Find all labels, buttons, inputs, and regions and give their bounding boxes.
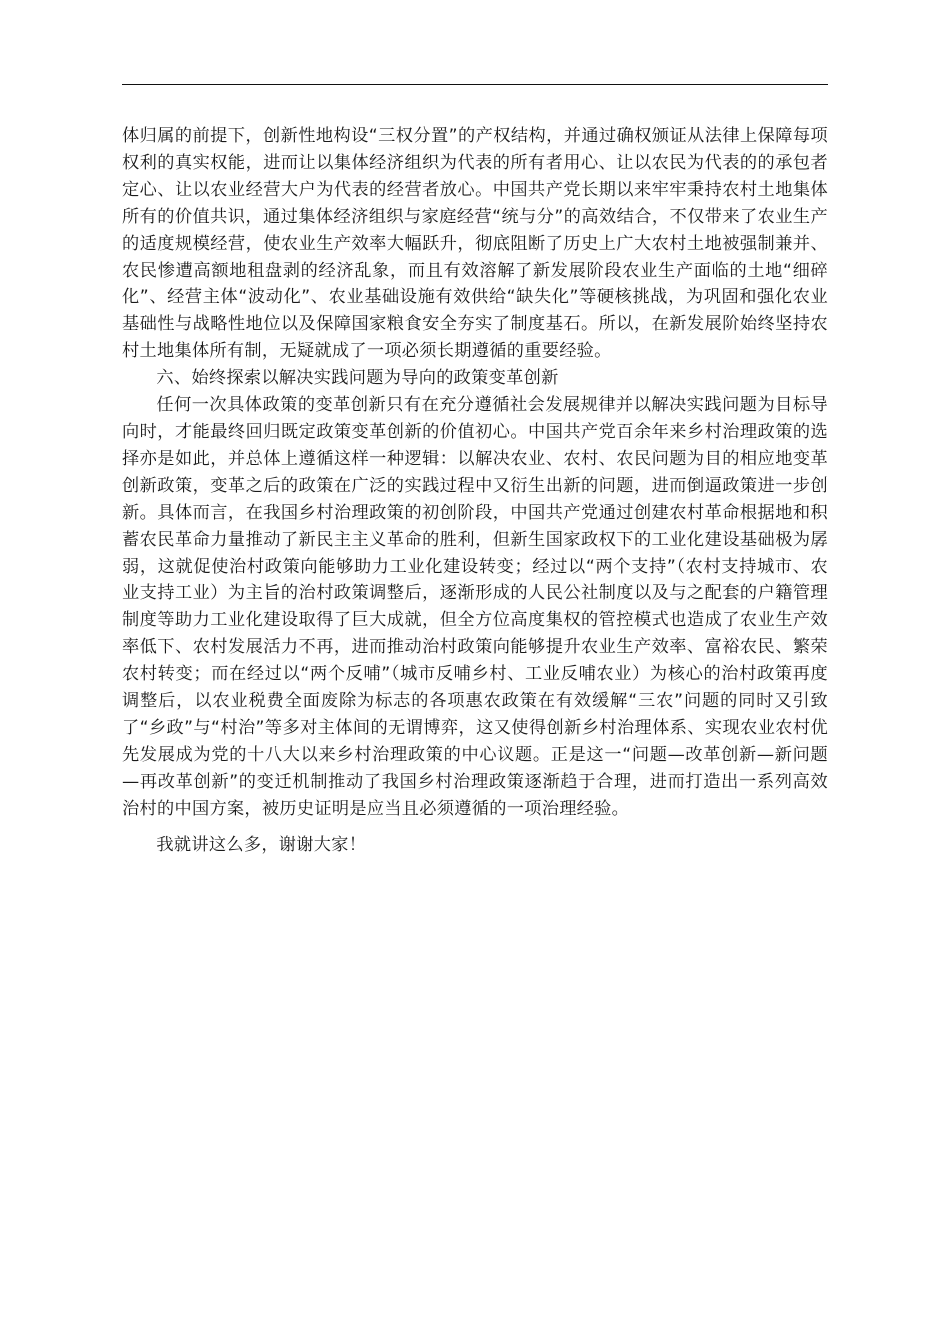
paragraph-closing: 我就讲这么多，谢谢大家！ [156,834,367,855]
document-body [122,123,828,858]
paragraph-policy-innovation: 任何一次具体政策的变革创新只有在充分遵循社会发展规律并以解决实践问题为目标导向时，才能最终回归既定政策变革创新的价值初心。中国共产党百余年来乡村治理政策的选择亦是如此，并总体上遵循这样一种逻辑：以解决农业、农村、农民问题为目的相应地变革创新政策，变革之后的政策在广泛的实践过程中又衍生出新的问题，进而倒逼政策进一步创新。具体而言，在我国乡村治理政策的初创阶段，中国共产党通过创建农村革命根据地和积蓄农民革命力量推动了新民主主义革命的胜利，但新生国家政权下的工业化建设基础极为孱弱，这就促使治村政策向能够助力工业化建设转变；经过以“两个支持”（农村支持城市、农业支持工业）为主旨的治村政策调整后，逐渐形成的人民公社制度以及与之配套的户籍管理制度等助力工业化建设取得了巨大成就，但全方位高度集权的管控模式也造成了农业生产效率低下、农村发展活力不再，进而推动治村政策向能够提升农业生产效率、富裕农民、繁荣农村转变；而在经过以“两个反哺”（城市反哺乡村、工业反哺农业）为核心的治村政策再度调整后，以农业税费全面废除为标志的各项惠农政策在有效缓解“三农”问题的同时又引致了“乡政”与“村治”等多对主体间的无谓博弈，这又使得创新乡村治理体系、实现农业农村优先发展成为党的十八大以来乡村治理政策的中心议题。正是这一“问题—改革创新—新问题—再改革创新”的变迁机制推动了我国乡村治理政策逐渐趋于合理，进而打造出一系列高效治村的中国方案，被历史证明是应当且必须遵循的一项治理经验。 [122,395,828,819]
paragraph-land-ownership: 体归属的前提下，创新性地构设“三权分置”的产权结构，并通过确权颁证从法律上保障每项权利的真实权能，进而让以集体经济组织为代表的所有者用心、让以农民为代表的的承包者定心、让以农业经营大户为代表的经营者放心。中国共产党长期以来牢牢秉持农村土地集体所有的价值共识，通过集体经济组织与家庭经营“统与分”的高效结合，不仅带来了农业生产的适度规模经营，使农业生产效率大幅跃升，彻底阻断了历史上广大农村土地被强制兼并、农民惨遭高额地租盘剥的经济乱象，而且有效溶解了新发展阶段农业生产面临的土地“细碎化”、经营主体“波动化”、农业基础设施有效供给“缺失化”等硬核挑战，为巩固和强化农业基础性与战略性地位以及保障国家粮食安全夯实了制度基石。所以，在新发展阶始终坚持农村土地集体所有制，无疑就成了一项必须长期遵循的重要经验。 [122,126,828,362]
section-heading-six: 六、始终探索以解决实践问题为导向的政策变革创新 [156,368,559,389]
header-rule [122,84,828,85]
